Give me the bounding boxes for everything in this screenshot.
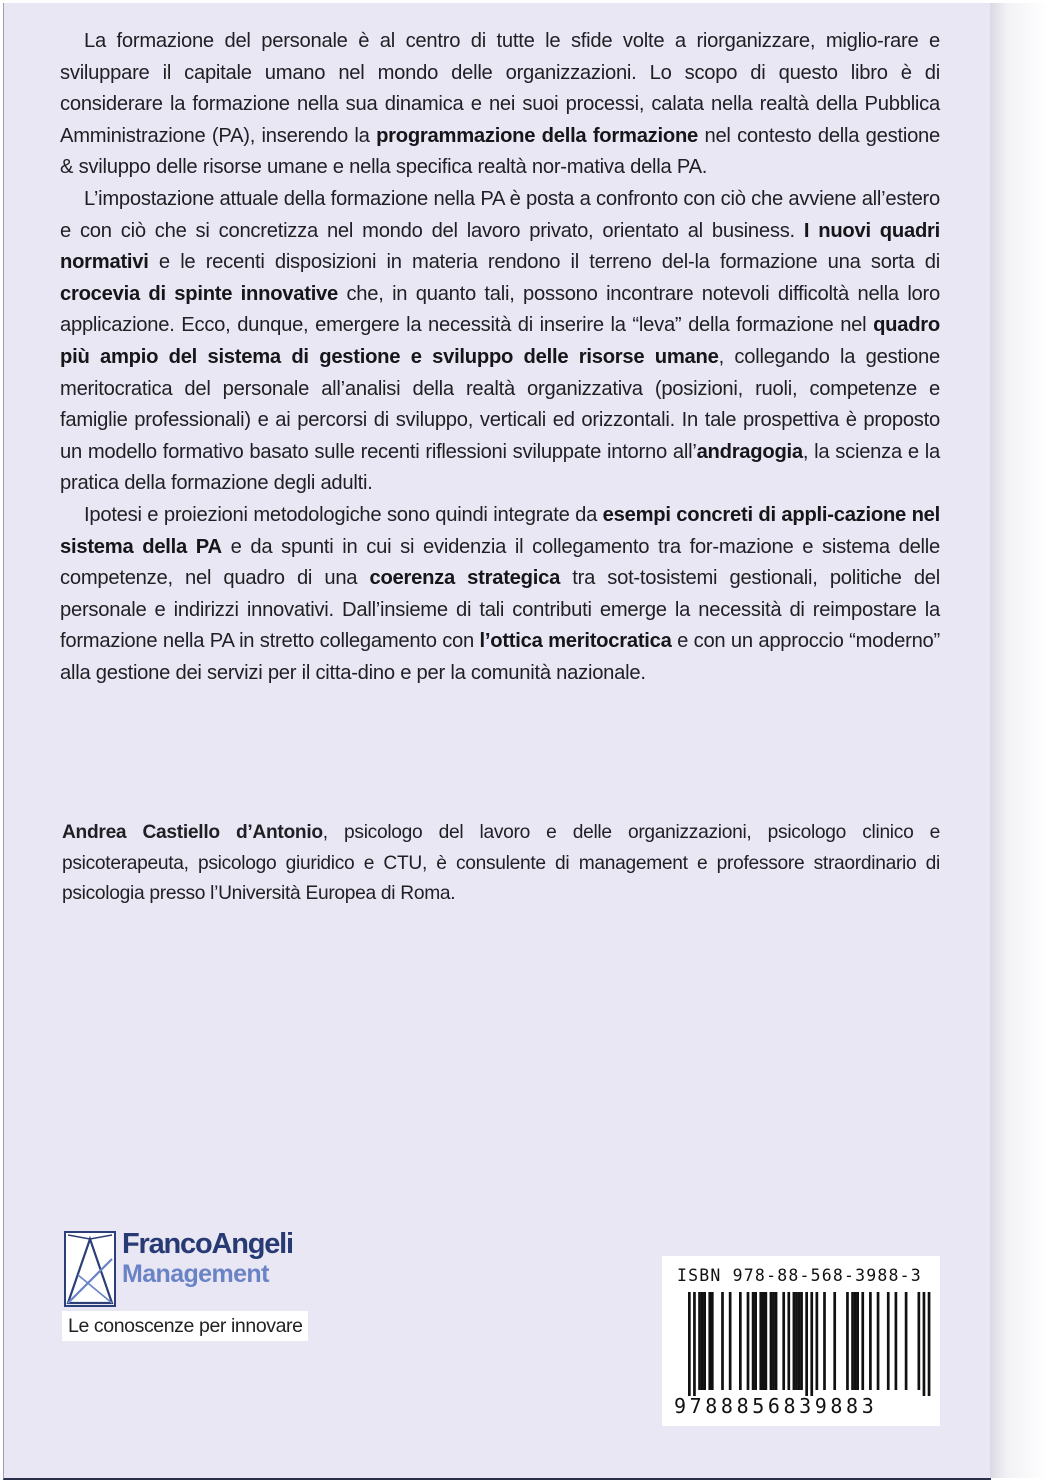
blurb-emphasis: I nuovi quadri normativi (60, 219, 940, 274)
barcode-bar (833, 1292, 836, 1390)
francoangeli-logo-icon (64, 1231, 116, 1307)
barcode-bar (759, 1292, 762, 1390)
barcode-bar (701, 1292, 704, 1390)
barcode-bar (765, 1292, 768, 1390)
blurb-paragraph-1 (60, 26, 940, 184)
publisher-tagline: Le conoscenze per innovare (62, 1311, 308, 1341)
barcode-bar (856, 1292, 859, 1390)
barcode-bar (708, 1292, 711, 1390)
publisher-series: Management (122, 1260, 269, 1288)
barcode-bar (711, 1292, 714, 1390)
blurb-emphasis: andragogia (696, 440, 803, 463)
blurb-text: , la scienza e la pratica della formazione degli adulti. (60, 440, 940, 495)
barcode-bar (869, 1292, 872, 1390)
author-bio-text: , psicologo del lavoro e delle organizzazioni, psicologo clinico e psicoterapeuta, psicologo giuridico e CTU, è consulente di management e professore straordinario di psicologia presso l’Università Europea di Roma. (62, 822, 941, 904)
blurb-emphasis: programmazione della formazione (376, 124, 699, 147)
blurb-text: , collegando la gestione meritocratica del personale all’analisi della realtà organizzativa (posizioni, ruoli, competenze e famiglie professionali) e ai percorsi di sviluppo, verticali ed orizzontali. In tale prospettiva è proposto un modello formativo basato sulle recenti riflessioni sviluppate intorno all’ (60, 345, 940, 463)
blurb-emphasis: l’ottica meritocratica (479, 630, 672, 653)
barcode-bar (721, 1292, 724, 1390)
barcode-bar (747, 1292, 750, 1390)
barcode-bar (854, 1292, 857, 1390)
barcode-bar (775, 1292, 778, 1390)
barcode-bar (887, 1292, 890, 1390)
publisher-logo (62, 1227, 308, 1343)
barcode-bar (805, 1292, 808, 1396)
barcode-bar (895, 1292, 898, 1390)
blurb-text: e le recenti disposizioni in materia rendono il terreno del-la formazione una sorta di (148, 251, 940, 274)
author-name: Andrea Castiello d’Antonio (62, 822, 323, 843)
barcode-bar (787, 1292, 790, 1390)
author-bio (62, 818, 940, 910)
blurb-text: tra sot-tosistemi gestionali, politiche del personale e indirizzi innovativi. Dall’insieme di tali contributi emerge la necessità di reimpostare la formazione nella PA in stretto collegamento con (60, 567, 941, 653)
barcode-bar (800, 1292, 803, 1390)
isbn-barcode (662, 1256, 940, 1426)
blurb-emphasis: coerenza strategica (369, 567, 561, 590)
barcode-bar (798, 1292, 801, 1390)
blurb-text: nel contesto della gestione & sviluppo delle risorse umane e nella specifica realtà nor-mativa della PA. (60, 124, 940, 179)
barcode-bar (823, 1292, 826, 1390)
barcode-bar (703, 1292, 706, 1390)
blurb-text: e da spunti in cui si evidenzia il collegamento tra for-mazione e sistema delle competenze, nel quadro di una (60, 535, 940, 590)
barcode-bar (928, 1292, 931, 1396)
barcode-bar (693, 1292, 696, 1396)
page-edge-shadow (990, 3, 1047, 1478)
barcode-bar (762, 1292, 765, 1390)
ean-digits: 9788856839883 (674, 1394, 878, 1418)
barcode-bar (688, 1292, 691, 1396)
blurb-text: La formazione del personale è al centro di tutte le sfide volte a riorganizzare, miglio-rare e sviluppare il capitale umano nel mondo delle organizzazioni. Lo scopo di questo libro è di considerare la formazione nella sua dinamica e nei suoi processi, calata nella realtà della Pubblica Amministrazione (PA), inserendo la (60, 30, 940, 147)
barcode-bar (729, 1292, 732, 1390)
blurb-text: e con un approccio “moderno” alla gestione dei servizi per il citta-dino e per la comunità nazionale. (60, 630, 940, 684)
barcode-bar (754, 1292, 757, 1390)
blurb-emphasis: quadro più ampio del sistema di gestione e sviluppo delle risorse umane (60, 314, 940, 368)
blurb-text: L’impostazione attuale della formazione nella PA è posta a confronto con ciò che avviene all’estero e con ciò che si concretizza nel mondo del lavoro privato, orientato al business. (60, 187, 940, 242)
publisher-name: FrancoAngeli (122, 1228, 293, 1260)
barcode-bar (772, 1292, 775, 1390)
barcode-bar (846, 1292, 849, 1390)
barcode-bar (698, 1292, 701, 1390)
blurb-paragraph-3 (60, 500, 940, 690)
barcode-bar (793, 1292, 796, 1390)
blurb-paragraph-2 (60, 184, 940, 500)
barcode-bar (905, 1292, 908, 1390)
barcode-bar (739, 1292, 742, 1390)
barcode-bar (810, 1292, 813, 1396)
barcode-bar (752, 1292, 755, 1390)
barcode-bar (851, 1292, 854, 1390)
barcode-bar (918, 1292, 921, 1390)
barcode-bar (816, 1292, 819, 1390)
blurb-text: Ipotesi e proiezioni metodologiche sono quindi integrate da (84, 503, 603, 526)
barcode-bar (923, 1292, 926, 1396)
blurb-emphasis: crocevia di spinte innovative (60, 282, 339, 305)
barcode-bar (795, 1292, 798, 1390)
barcode-bar (861, 1292, 864, 1390)
blurb-emphasis: esempi concreti di appli-cazione nel sistema della PA (60, 503, 940, 558)
barcode-bar (877, 1292, 880, 1390)
blurb-text: che, in quanto tali, possono incontrare notevoli difficoltà nella loro applicazione. Ecco, dunque, emergere la necessità di inserire la “leva” della formazione nel (60, 282, 940, 337)
barcode-bar (770, 1292, 773, 1390)
isbn-label: ISBN 978-88-568-3988-3 (677, 1266, 922, 1285)
blurb (60, 26, 940, 689)
barcode-bar (782, 1292, 785, 1390)
